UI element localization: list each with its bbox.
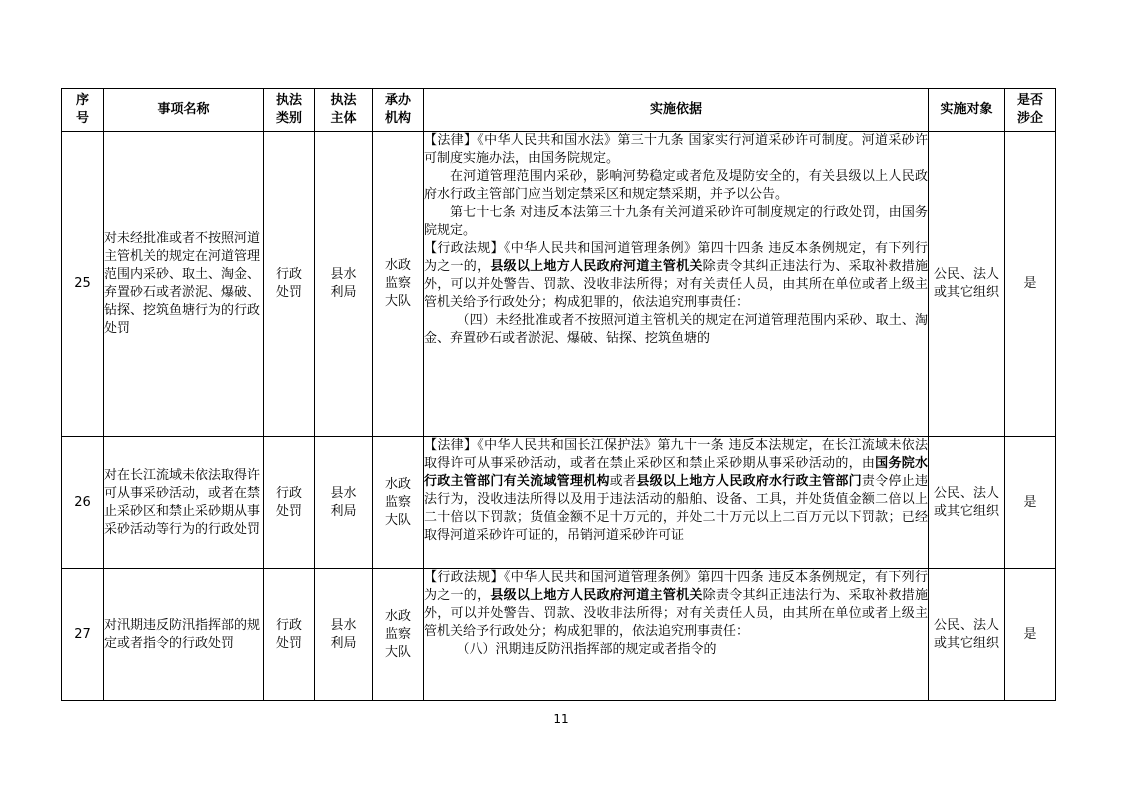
row-enterprise: 是 [1005, 437, 1056, 569]
row-type: 行政处罚 [264, 132, 315, 437]
row-type: 行政处罚 [264, 437, 315, 569]
page-number: 11 [553, 712, 569, 726]
row-name: 对在长江流域未依法取得许可从事采砂活动，或者在禁止采砂区和禁止采砂期从事采砂活动等行为的行政处罚 [104, 437, 264, 569]
row-target: 公民、法人或其它组织 [929, 132, 1005, 437]
basis-paragraph: 在河道管理范围内采砂，影响河势稳定或者危及堤防安全的，有关县级以上人民政府水行政主管部门应当划定禁采区和规定禁采期，并予以公告。 [424, 169, 928, 202]
header-basis: 实施依据 [424, 89, 929, 132]
header-org: 承办机构 [373, 89, 424, 132]
basis-paragraph: 【法律】《中华人民共和国水法》第三十九条 国家实行河道采砂许可制度。河道采砂许可制度实施办法，由国务院规定。 [424, 133, 928, 166]
basis-text: 或者 [609, 474, 637, 489]
row-enterprise: 是 [1005, 132, 1056, 437]
basis-text: 除责令其纠正违法行为、采取补救措施外，可以并处警告、罚款、没收非法所得；对有关责任人员，由其所在单位或者上级主管机关给予行政处分；构成犯罪的，依法追究刑事责任： [424, 588, 928, 639]
row-subject: 县水利局 [315, 569, 373, 701]
table-row [62, 569, 1056, 701]
basis-authority: 县级以上地方人民政府河道主管机关 [490, 588, 703, 603]
header-target: 实施对象 [929, 89, 1005, 132]
row-seq: 26 [62, 437, 104, 569]
row-basis [424, 569, 929, 701]
basis-text: 责令停止违法行为，没收违法所得以及用于违法活动的船舶、设备、工具，并处货值金额二倍以上二十倍以下罚款；货值金额不足十万元的，并处二十万元以上二百万元以下罚款；已经取得河道采砂许可证的，吊销河道采砂许可证 [424, 474, 928, 543]
basis-authority: 县级以上地方人民政府河道主管机关 [490, 259, 703, 274]
row-subject: 县水利局 [315, 132, 373, 437]
row-name: 对汛期违反防汛指挥部的规定或者指令的行政处罚 [104, 569, 264, 701]
row-basis [424, 132, 929, 437]
row-name: 对未经批准或者不按照河道主管机关的规定在河道管理范围内采砂、取土、淘金、弃置砂石或者淤泥、爆破、钻探、挖筑鱼塘行为的行政处罚 [104, 132, 264, 437]
row-org: 水政监察大队 [373, 437, 424, 569]
header-type: 执法类别 [264, 89, 315, 132]
header-enterprise: 是否涉企 [1005, 89, 1056, 132]
table-row [62, 437, 1056, 569]
header-seq: 序号 [62, 89, 104, 132]
table-row [62, 132, 1056, 437]
enforcement-table [61, 88, 1056, 701]
row-org: 水政监察大队 [373, 569, 424, 701]
row-seq: 25 [62, 132, 104, 437]
header-name: 事项名称 [104, 89, 264, 132]
row-seq: 27 [62, 569, 104, 701]
basis-paragraph: （八）汛期违反防汛指挥部的规定或者指令的 [456, 642, 717, 657]
basis-paragraph [424, 240, 928, 312]
basis-text: 除责令其纠正违法行为、采取补救措施外，可以并处警告、罚款、没收非法所得；对有关责任人员，由其所在单位或者上级主管机关给予行政处分；构成犯罪的，依法追究刑事责任： [424, 259, 928, 310]
header-row [62, 89, 1056, 132]
basis-paragraph [424, 569, 928, 641]
basis-authority: 县级以上地方人民政府水行政主管部门 [636, 474, 862, 489]
header-subject: 执法主体 [315, 89, 373, 132]
basis-text: 【法律】《中华人民共和国长江保护法》第九十一条 违反本法规定，在长江流域未依法取得许可从事采砂活动，或者在禁止采砂区和禁止采砂期从事采砂活动的，由 [424, 438, 928, 471]
row-type: 行政处罚 [264, 569, 315, 701]
basis-paragraph: 第七十七条 对违反本法第三十九条有关河道采砂许可制度规定的行政处罚，由国务院规定。 [424, 205, 928, 238]
basis-text: 【行政法规】《中华人民共和国河道管理条例》第四十四条 违反本条例规定，有下列行为之一的， [424, 570, 928, 603]
basis-text: 【行政法规】《中华人民共和国河道管理条例》第四十四条 违反本条例规定，有下列行为之一的， [424, 241, 928, 274]
row-org: 水政监察大队 [373, 132, 424, 437]
basis-authority: 国务院水行政主管部门有关流域管理机构 [424, 456, 928, 489]
row-subject: 县水利局 [315, 437, 373, 569]
row-target: 公民、法人或其它组织 [929, 437, 1005, 569]
row-basis [424, 437, 929, 569]
row-target: 公民、法人或其它组织 [929, 569, 1005, 701]
basis-paragraph: （四）未经批准或者不按照河道主管机关的规定在河道管理范围内采砂、取土、淘金、弃置砂石或者淤泥、爆破、钻探、挖筑鱼塘的 [424, 313, 928, 346]
row-enterprise: 是 [1005, 569, 1056, 701]
basis-paragraph [424, 437, 928, 545]
